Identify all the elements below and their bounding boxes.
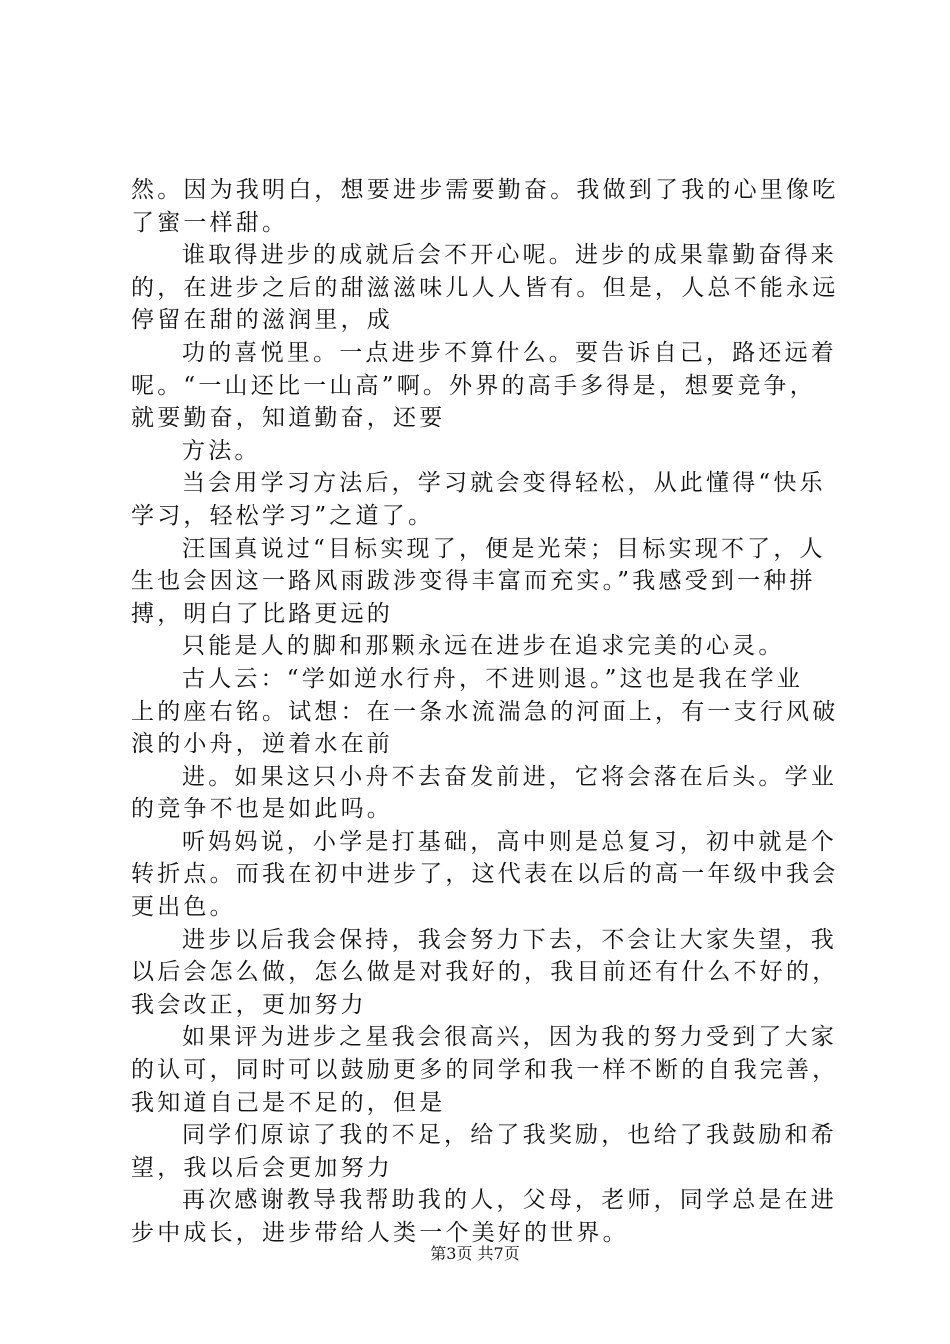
text-line: 望，我以后会更加努力: [131, 1154, 393, 1181]
page-number-footer: 第3页 共7页: [430, 1244, 520, 1263]
text-line: 进。如果这只小舟不去奋发前进，它将会落在后头。学业: [182, 763, 837, 790]
text-line: 只能是人的脚和那颗永远在进步在追求完美的心灵。: [182, 633, 785, 660]
text-line: 了蜜一样甜。: [131, 209, 289, 236]
text-line: 就要勤奋，知道勤奋，还要: [131, 405, 446, 432]
text-line: 方法。: [182, 437, 261, 464]
text-line: 的竞争不也是如此吗。: [131, 796, 393, 823]
text-line: 呢。“一山还比一山高”啊。外界的高手多得是，想要竞争，: [131, 372, 816, 399]
text-line: 同学们原谅了我的不足，给了我奖励，也给了我鼓励和希: [182, 1122, 837, 1149]
text-line: 学习，轻松学习”之道了。: [131, 502, 435, 529]
text-line: 古人云：“学如逆水行舟，不进则退。”这也是我在学业: [182, 665, 804, 692]
text-line: 然。因为我明白，想要进步需要勤奋。我做到了我的心里像吃: [131, 177, 839, 203]
text-line: 以后会怎么做，怎么做是对我好的，我目前还有什么不好的，: [131, 959, 839, 986]
text-line: 汪国真说过“目标实现了，便是光荣；目标实现不了，人: [182, 535, 826, 562]
text-line: 停留在甜的滋润里，成: [131, 307, 393, 334]
text-line: 上的座右铭。试想：在一条水流湍急的河面上，有一支行风破: [131, 698, 839, 725]
text-line: 当会用学习方法后，学习就会变得轻松，从此懂得“快乐: [182, 470, 826, 497]
text-line: 更出色。: [131, 894, 236, 921]
text-line: 如果评为进步之星我会很高兴，因为我的努力受到了大家: [182, 1024, 837, 1051]
text-line: 的认可，同时可以鼓励更多的同学和我一样不断的自我完善，: [131, 1057, 839, 1084]
text-line: 功的喜悦里。一点进步不算什么。要告诉自己，路还远着: [182, 339, 837, 366]
text-line: 进步以后我会保持，我会努力下去，不会让大家失望，我: [182, 926, 837, 953]
text-line: 我会改正，更加努力: [131, 991, 367, 1018]
text-line: 我知道自己是不足的，但是: [131, 1089, 446, 1116]
text-line: 听妈妈说，小学是打基础，高中则是总复习，初中就是个: [182, 828, 837, 855]
body-text: [131, 174, 839, 1250]
text-line: 再次感谢教导我帮助我的人，父母，老师，同学总是在进: [182, 1187, 837, 1214]
text-line: 转折点。而我在初中进步了，这代表在以后的高一年级中我会: [131, 861, 839, 888]
text-line: 浪的小舟，逆着水在前: [131, 731, 393, 758]
text-line: 搏，明白了比路更远的: [131, 600, 393, 627]
text-line: 步中成长，进步带给人类一个美好的世界。: [131, 1220, 629, 1246]
text-line: 谁取得进步的成就后会不开心呢。进步的成果靠勤奋得来: [182, 242, 837, 269]
text-line: 生也会因这一路风雨跋涉变得丰富而充实。”我感受到一种拼: [131, 568, 816, 595]
text-line: 的，在进步之后的甜滋滋味儿人人皆有。但是，人总不能永远: [131, 274, 839, 301]
